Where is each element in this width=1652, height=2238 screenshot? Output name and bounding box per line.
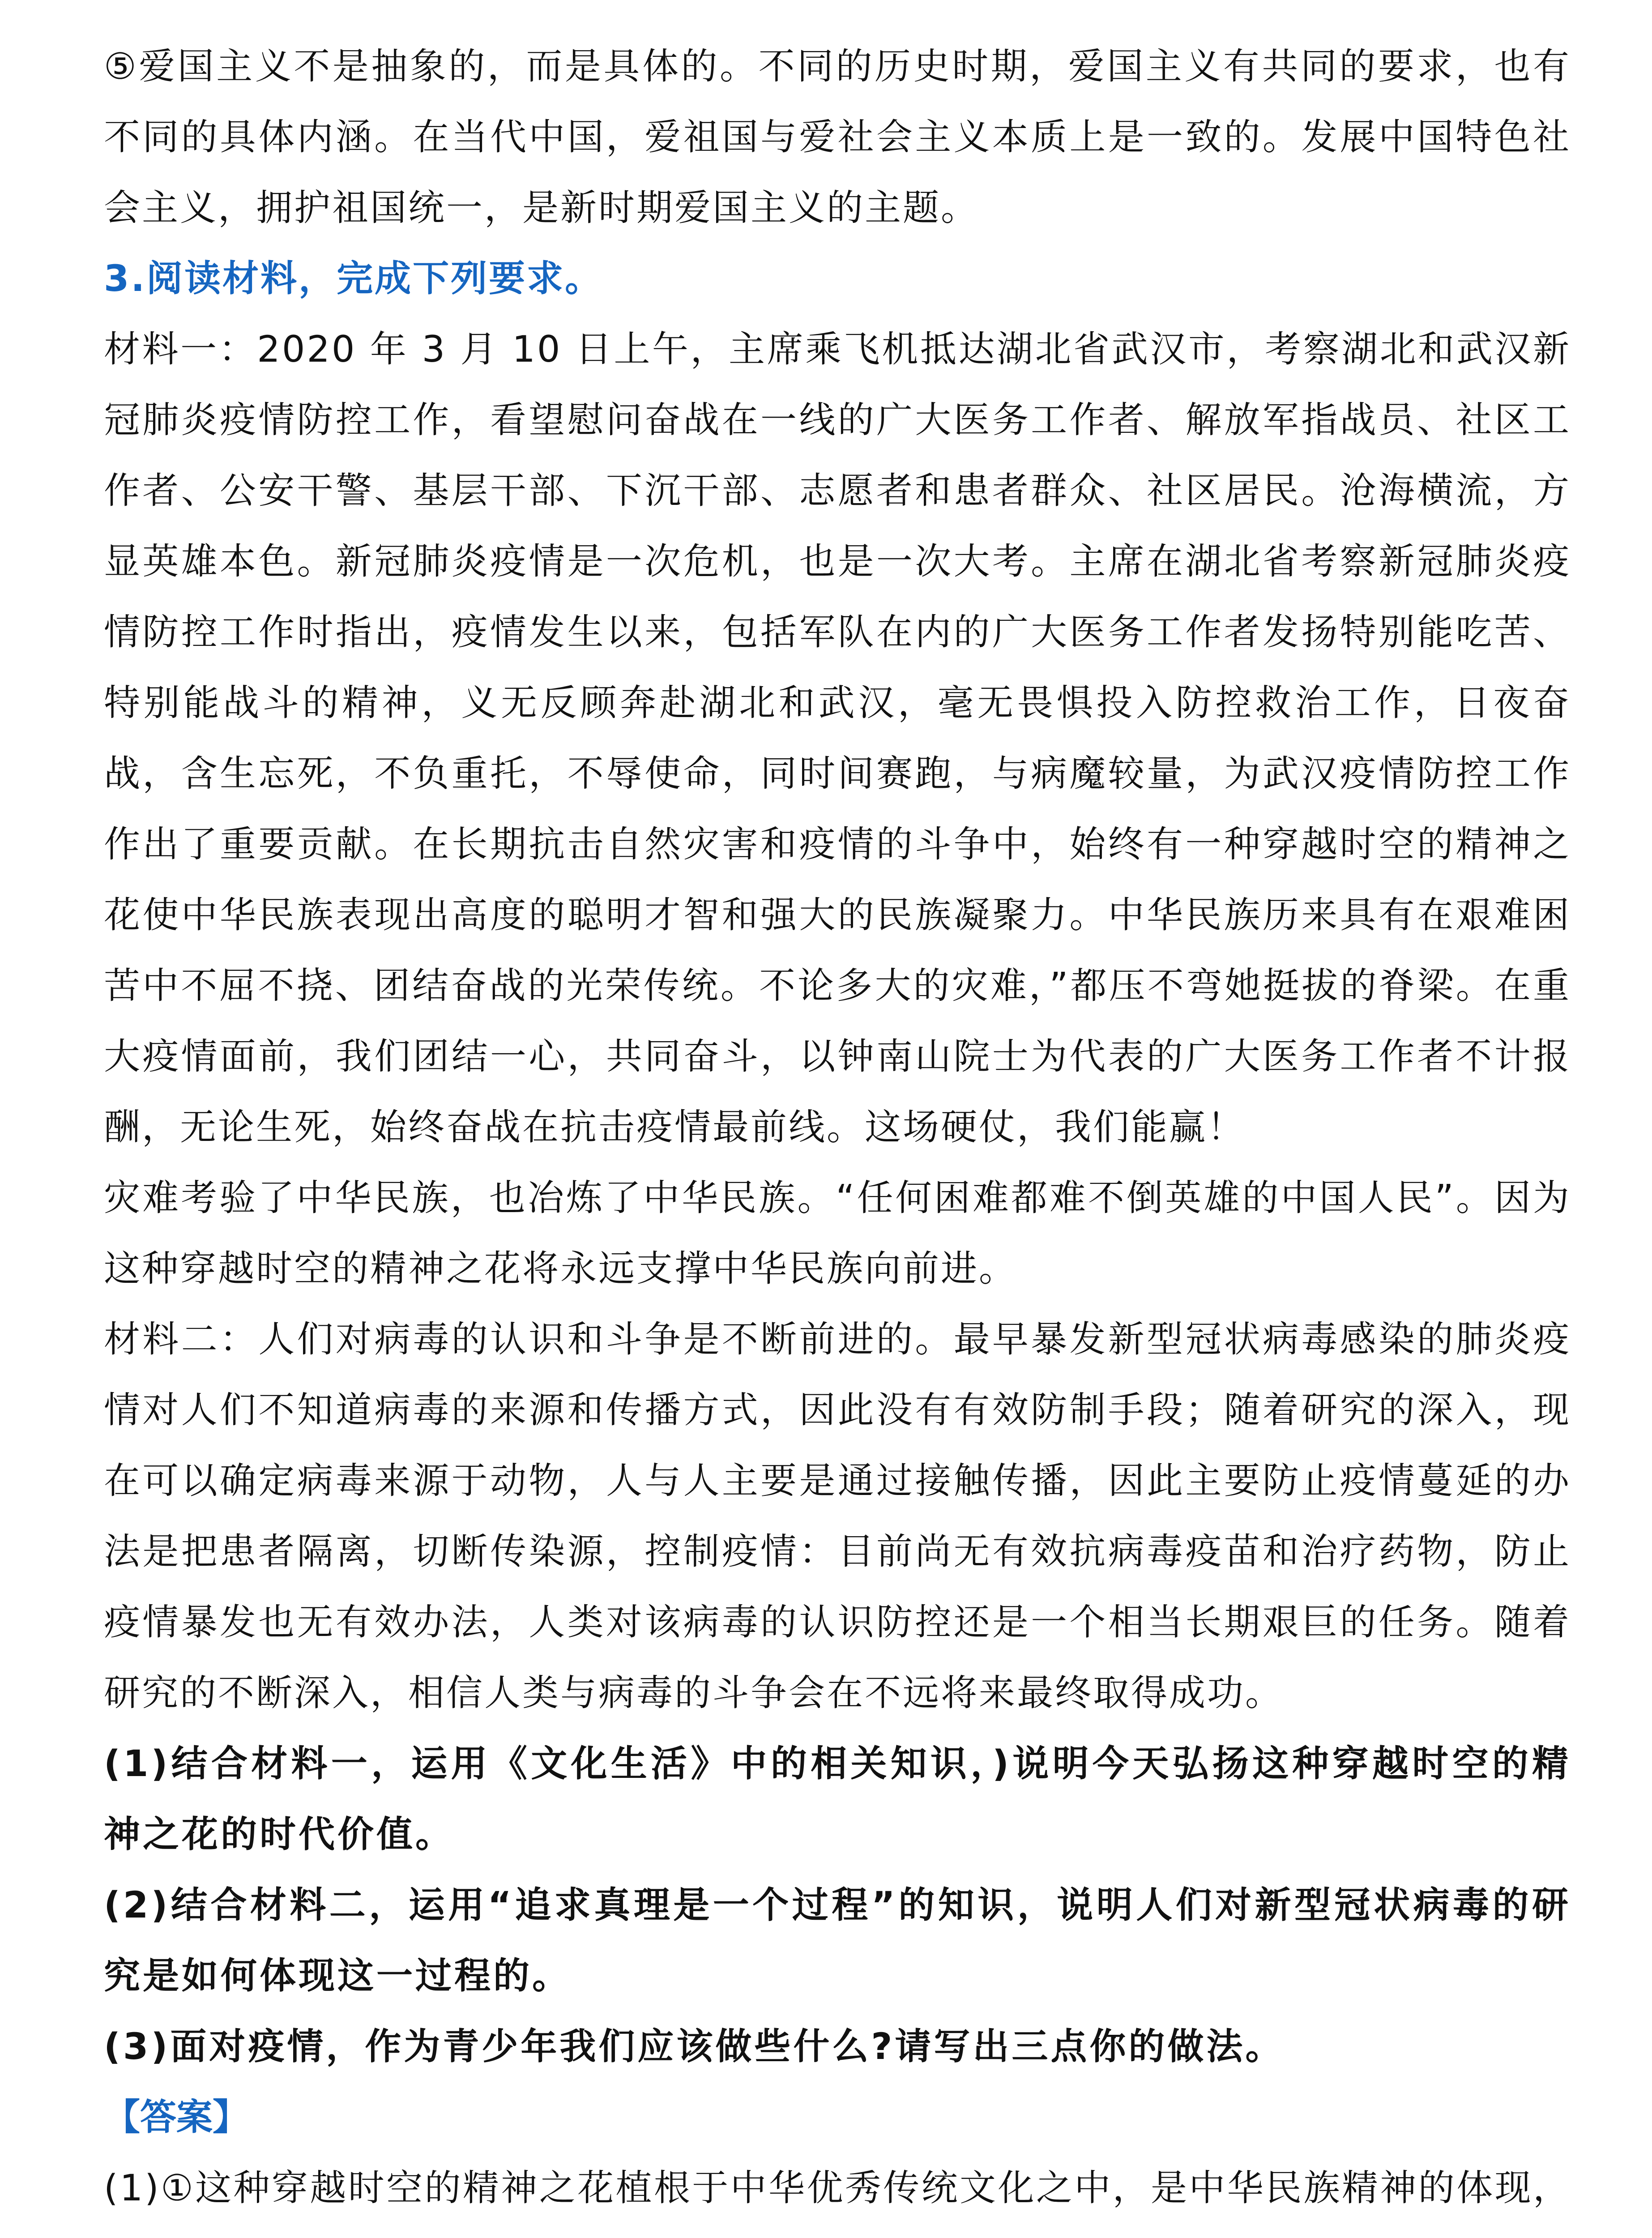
patriotism-paragraph: ⑤爱国主义不是抽象的，而是具体的。不同的历史时期，爱国主义有共同的要求，也有不同的具体内涵。在当代中国，爱祖国与爱社会主义本质上是一致的。发展中国特色社会主义，拥护祖国统一，是新时期爱国主义的主题。 (104, 46, 1571, 229)
answer-label: 【答案】 (104, 2097, 249, 2139)
sub-question-3: (3)面对疫情，作为青少年我们应该做些什么?请写出三点你的做法。 (104, 2026, 1285, 2068)
material-one-continuation: 灾难考验了中华民族，也冶炼了中华民族。“任何困难都难不倒英雄的中国人民”。因为这种穿越时空的精神之花将永远支撑中华民族向前进。 (104, 1177, 1571, 1290)
material-one-paragraph: 材料一：2020 年 3 月 10 日上午，主席乘飞机抵达湖北省武汉市，考察湖北和武汉新冠肺炎疫情防控工作，看望慰问奋战在一线的广大医务工作者、解放军指战员、社区工作者、公安干警、基层干部、下沉干部、志愿者和患者群众、社区居民。沧海横流，方显英雄本色。新冠肺炎疫情是一次危机，也是一次大考。主席在湖北省考察新冠肺炎疫情防控工作时指出，疫情发生以来，包括军队在内的广大医务工作者发扬特别能吃苦、特别能战斗的精神，义无反顾奔赴湖北和武汉，毫无畏惧投入防控救治工作，日夜奋战，含生忘死，不负重托，不辱使命，同时间赛跑，与病魔较量，为武汉疫情防控工作作出了重要贡献。在长期抗击自然灾害和疫情的斗争中，始终有一种穿越时空的精神之花使中华民族表现出高度的聪明才智和强大的民族凝聚力。中华民族历来具有在艰难困苦中不屈不挠、团结奋战的光荣传统。不论多大的灾难，”都压不弯她挺拔的脊梁。在重大疫情面前，我们团结一心，共同奋斗，以钟南山院士为代表的广大医务工作者不计报酬，无论生死，始终奋战在抗击疫情最前线。这场硬仗，我们能赢！ (104, 329, 1571, 1149)
sub-question-2: (2)结合材料二，运用“追求真理是一个过程”的知识，说明人们对新型冠状病毒的研究是如何体现这一过程的。 (104, 1884, 1571, 1997)
document-body (104, 31, 1571, 2238)
sub-question-1: (1)结合材料一，运用《文化生活》中的相关知识，)说明今天弘扬这种穿越时空的精神之花的时代价值。 (104, 1743, 1571, 1856)
material-two-paragraph: 材料二：人们对病毒的认识和斗争是不断前进的。最早暴发新型冠状病毒感染的肺炎疫情对人们不知道病毒的来源和传播方式，因此没有有效防制手段；随着研究的深入，现在可以确定病毒来源于动物，人与人主要是通过接触传播，因此主要防止疫情蔓延的办法是把患者隔离，切断传染源，控制疫情：目前尚无有效抗病毒疫苗和治疗药物，防止疫情暴发也无有效办法，人类对该病毒的认识防控还是一个相当长期艰巨的任务。随着研究的不断深入，相信人类与病毒的斗争会在不远将来最终取得成功。 (104, 1319, 1571, 1714)
question-3-heading: 3.阅读材料，完成下列要求。 (104, 258, 603, 300)
answer-1-paragraph: (1)①这种穿越时空的精神之花植根于中华优秀传统文化之中，是中华民族精神的体现， (104, 2167, 1571, 2209)
